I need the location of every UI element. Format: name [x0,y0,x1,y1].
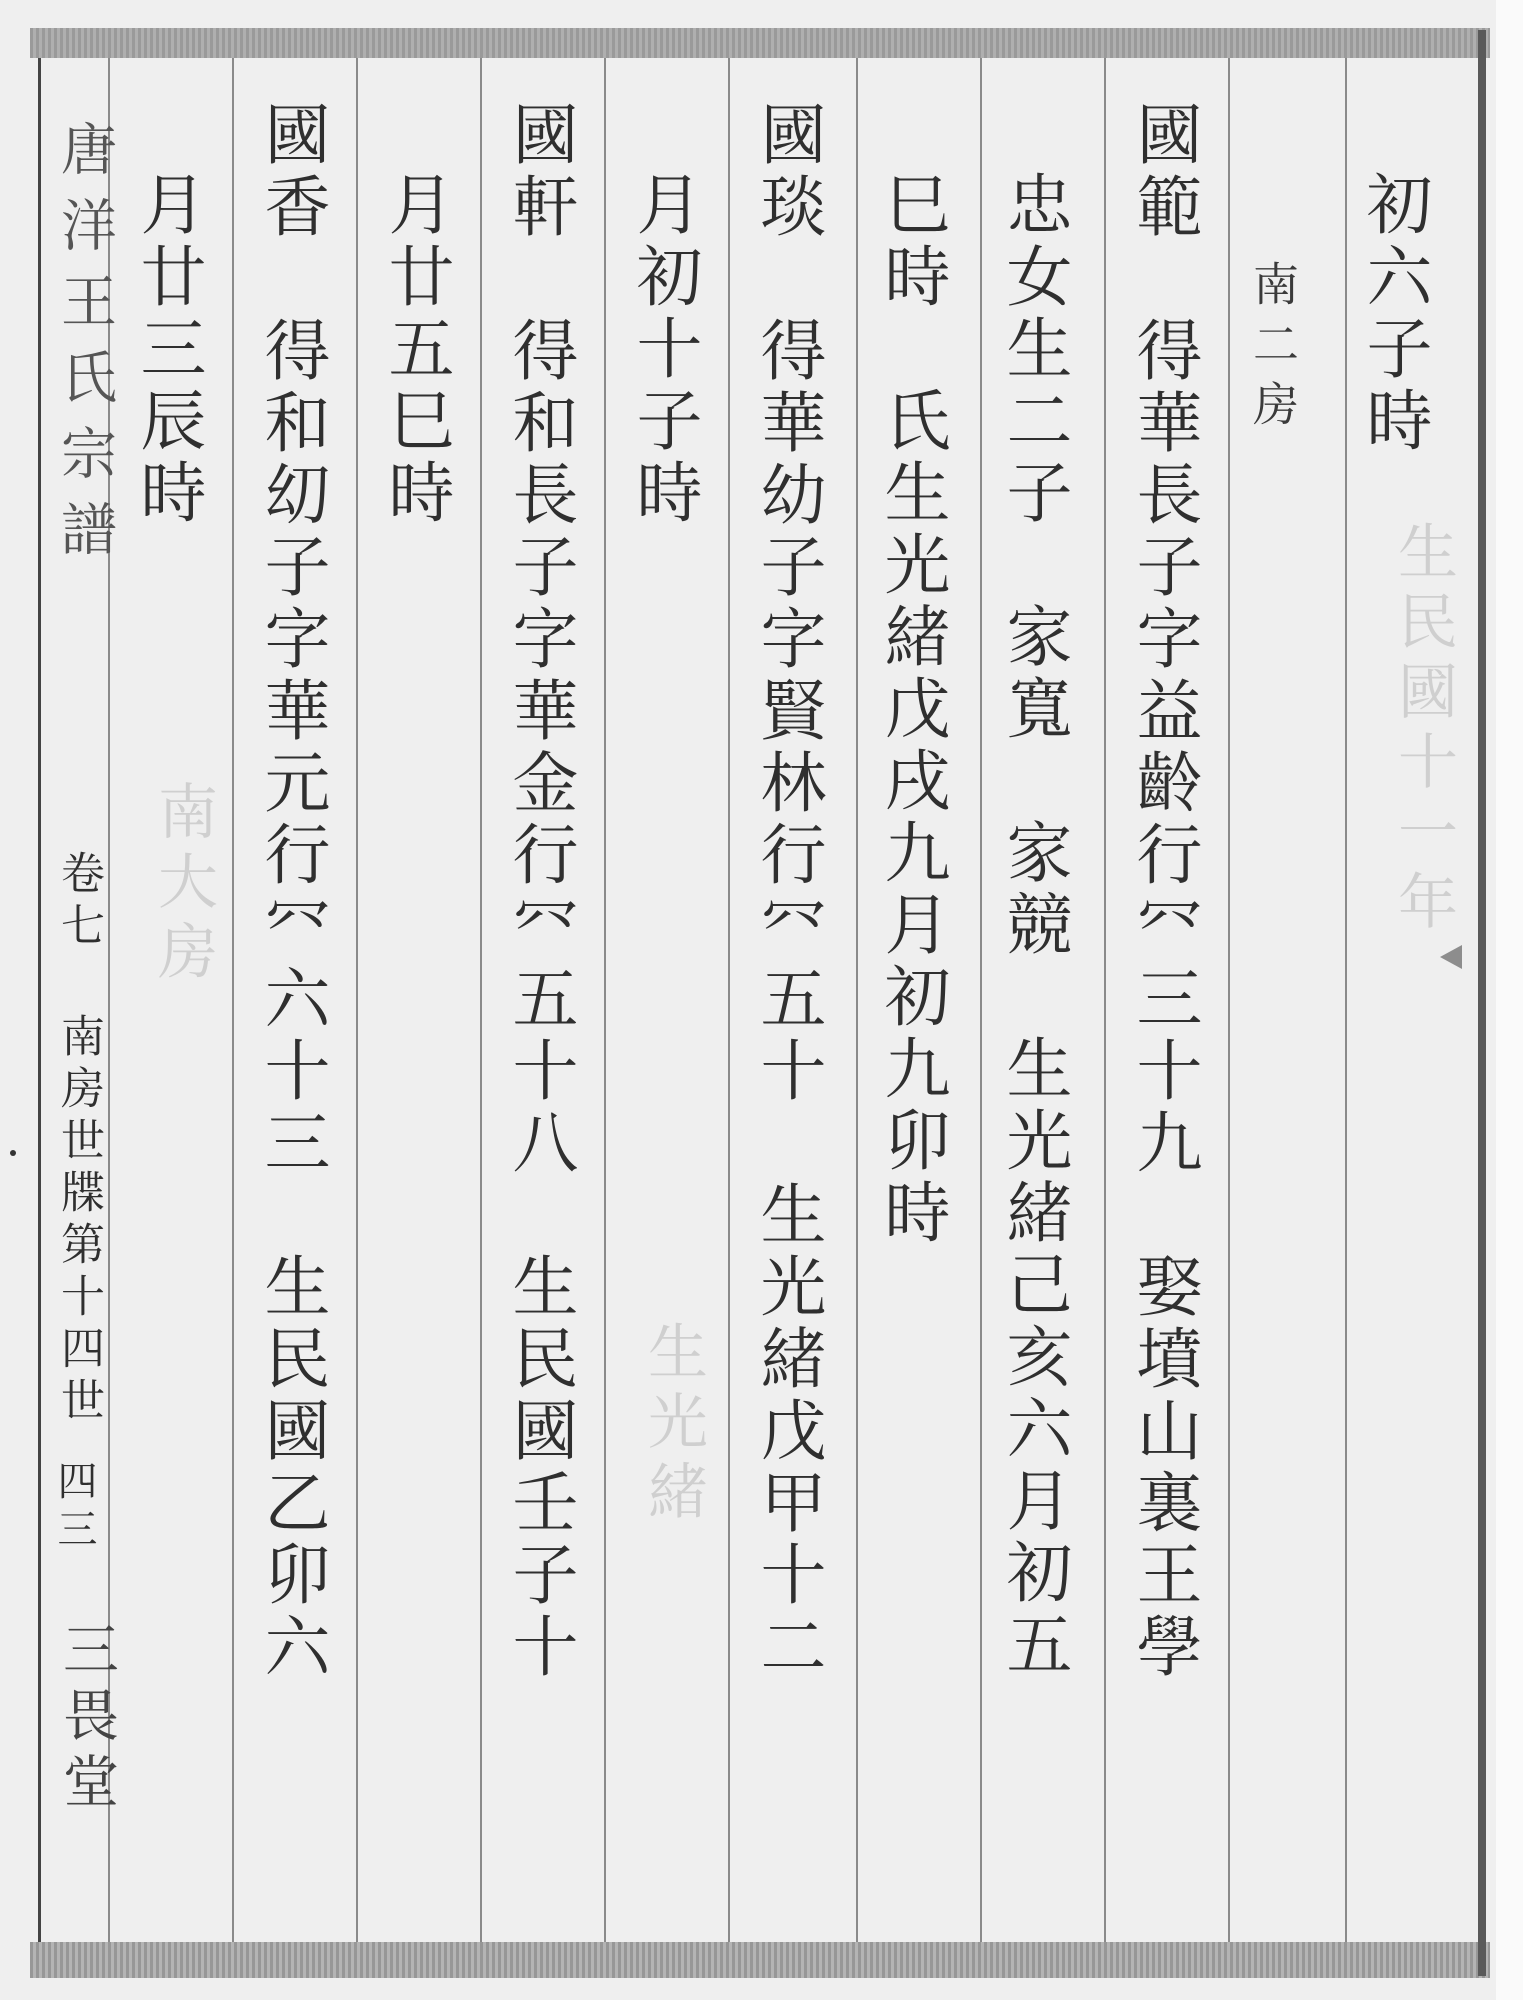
column-divider [1345,58,1347,1942]
text-column-7: 月初十子時 [625,170,702,530]
column-divider [1104,58,1106,1942]
text-column-2: 南二房 [1246,260,1300,440]
text-column-4: 忠女生二子 家寬 家競 生光緒己亥六月初五 [995,170,1072,1682]
text-column-9: 月廿五巳時 [377,170,454,530]
text-column-11: 月廿三辰時 [129,170,206,530]
top-border [30,28,1490,58]
bleed-through-text: 生光緒 [638,1320,708,1530]
column-divider [856,58,858,1942]
column-divider [232,58,234,1942]
bottom-border [30,1942,1490,1978]
text-column-5: 巳時 氏生光緒戊戌九月初九卯時 [873,170,950,1250]
bleed-through-text: 生民國十一年 [1388,520,1458,940]
book-title: 唐洋王氏宗譜 [52,120,117,576]
text-column-8: 國軒 得和長子字華金行㓁五十八 生民國壬子十 [501,100,578,1684]
text-column-10: 國香 得和㓜子字華元行㓁六十三 生民國乙卯六 [253,100,330,1684]
right-border [1478,30,1486,1976]
column-divider [980,58,982,1942]
page-margin [40,60,119,1940]
section-label: 卷七 南房世牒第十四世 [53,850,104,1429]
page-number: 四三 [51,1460,97,1556]
column-divider [1228,58,1230,1942]
column-divider [356,58,358,1942]
page-edge [1496,0,1523,2000]
text-column-3: 國範 得華長子字益齡行㓁三十九 娶墳山裏王學 [1125,100,1202,1684]
hall-name: 三畏堂 [54,1620,119,1818]
ink-dot [10,1150,16,1156]
column-divider [480,58,482,1942]
column-divider [728,58,730,1942]
bleed-through-text: 南大房 [148,780,218,990]
bookmark-arrow-icon [1440,945,1462,969]
text-column-1: 初六子時 [1355,170,1432,458]
column-divider [604,58,606,1942]
text-column-6: 國琰 得華幼子字賢林行㓁五十 生光緒戊甲十二 [749,100,826,1684]
